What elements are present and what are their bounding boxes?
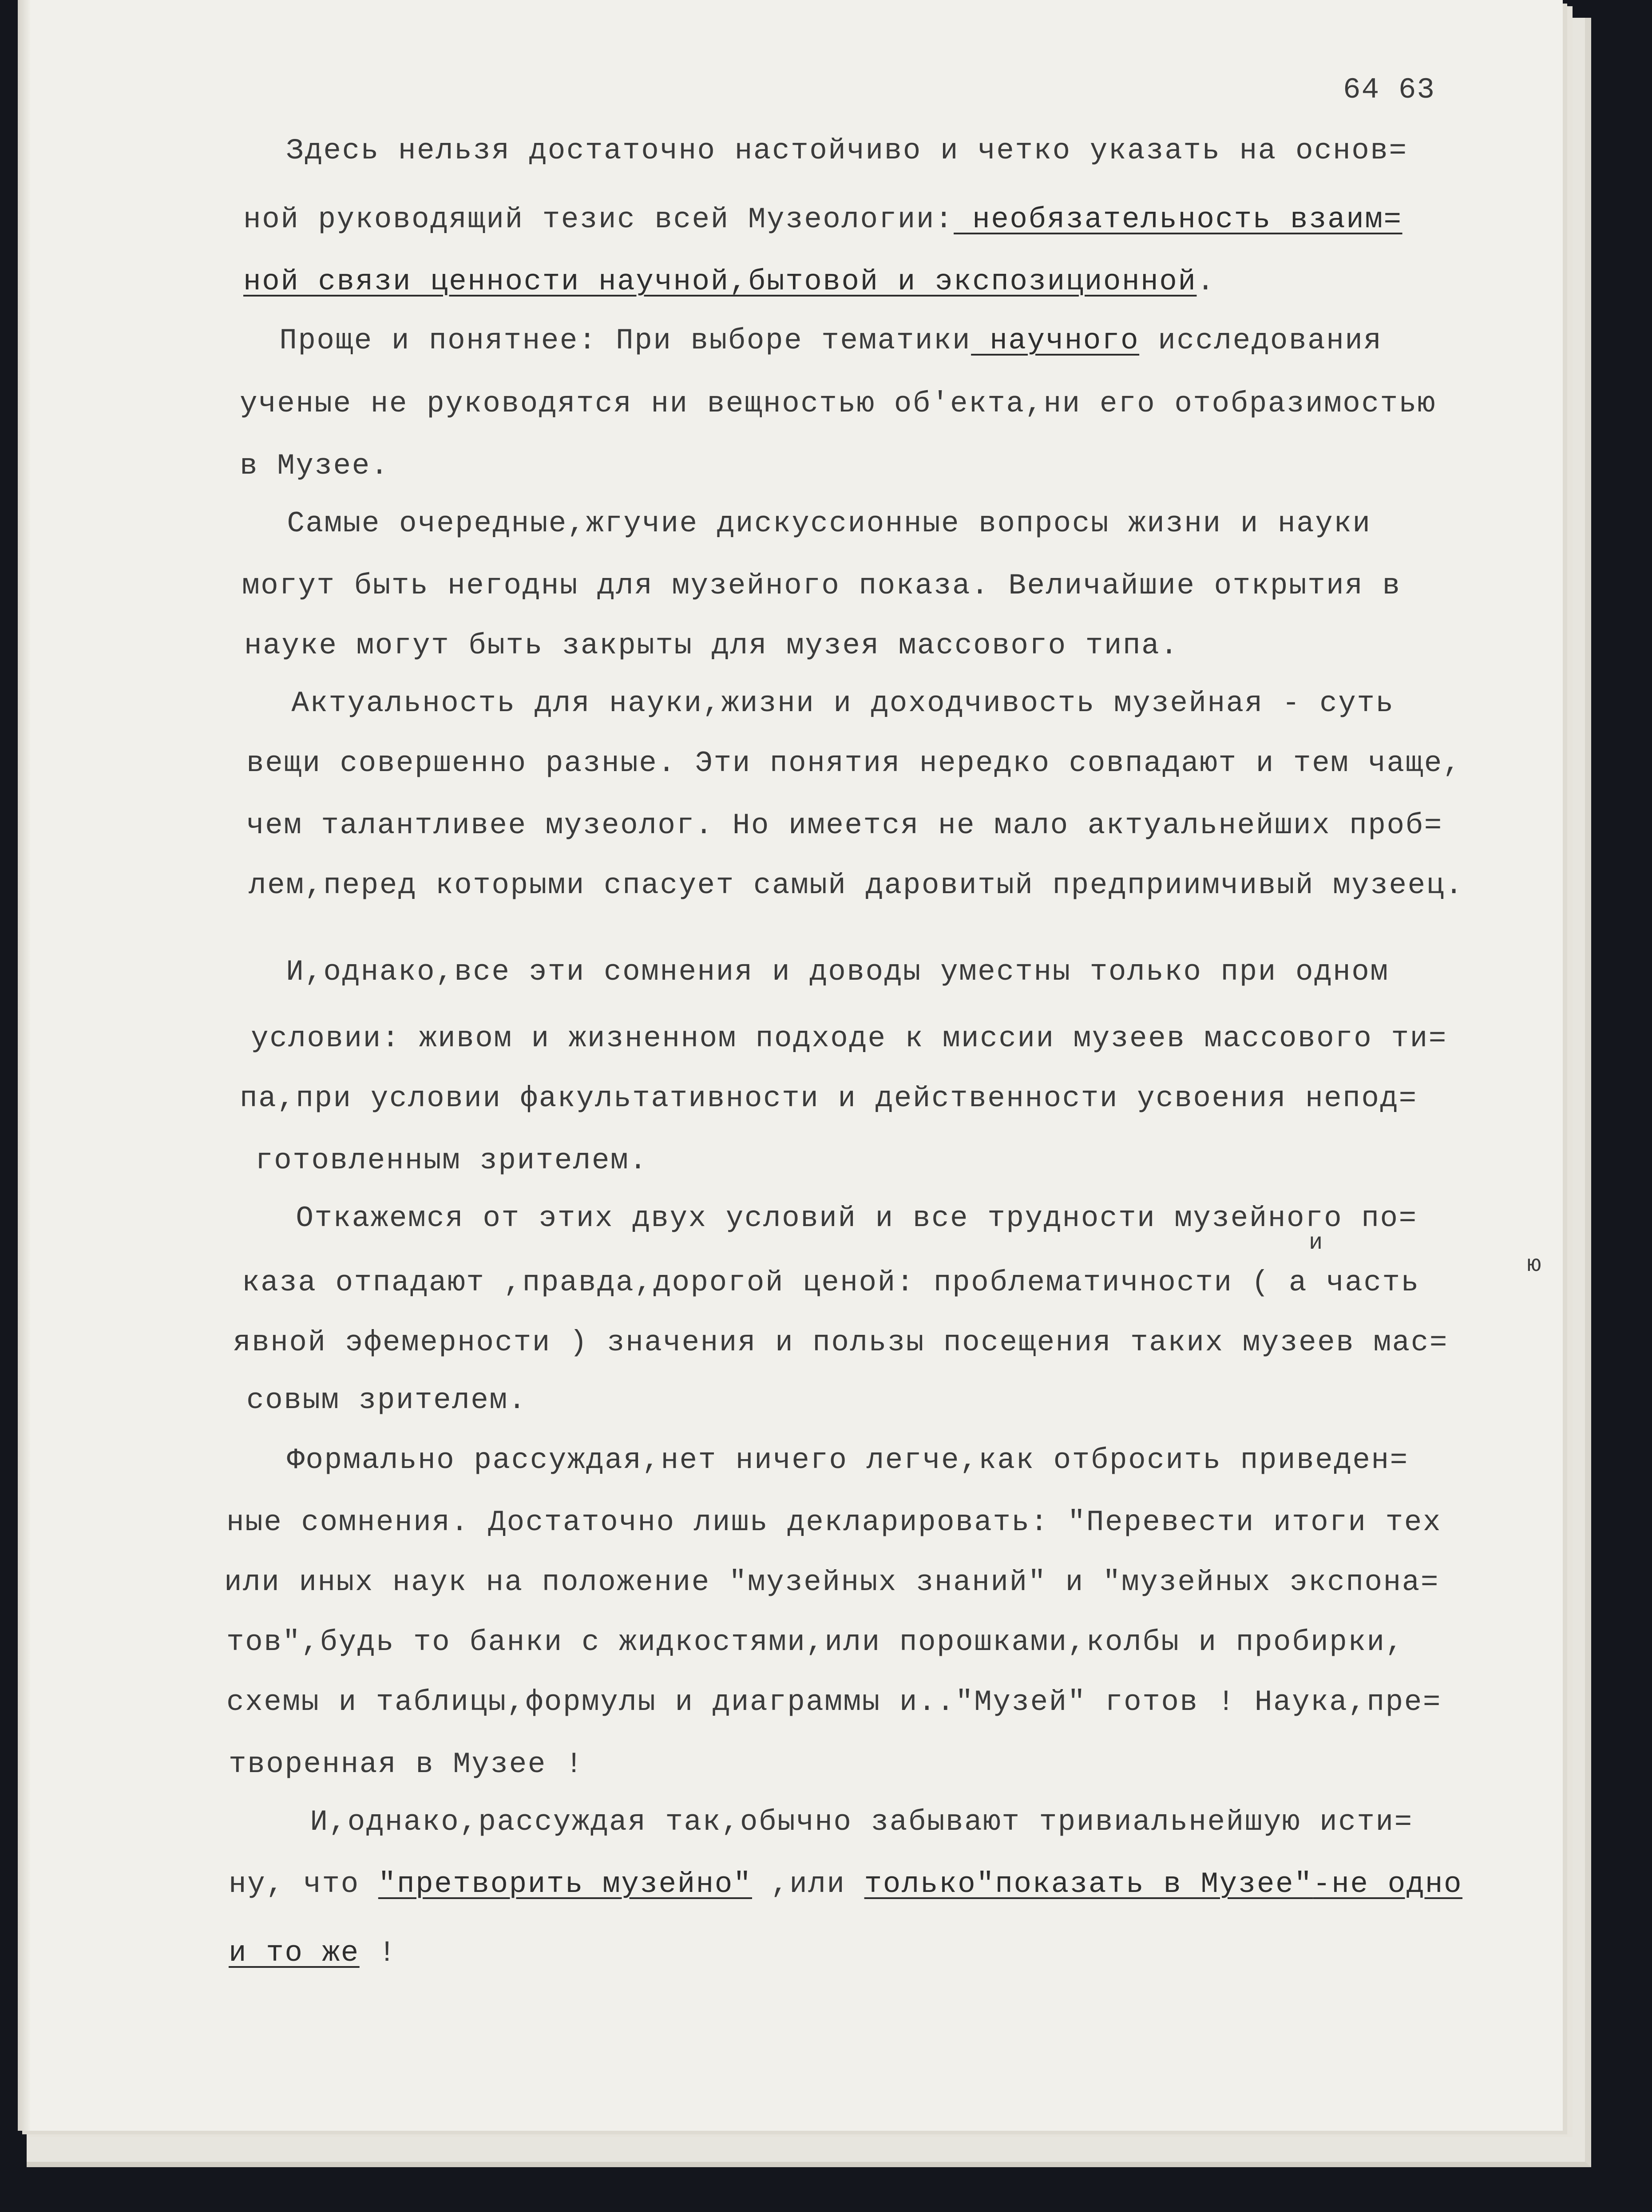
text-segment: Проще и понятнее: При выборе тематики — [242, 324, 971, 357]
text-line: И,однако,все эти сомнения и доводы уместны только при одном — [249, 955, 1389, 989]
text-segment: исследования — [1139, 324, 1383, 357]
text-line: ные сомнения. Достаточно лишь декларировать: "Перевести итоги тех — [226, 1506, 1442, 1539]
text-line: явной эфемерности ) значения и пользы посещения таких музеев мас= — [233, 1326, 1448, 1359]
text-line: Формально рассуждая,нет ничего легче,как отбросить приведен= — [231, 1444, 1409, 1477]
handwritten-correction: и — [1309, 1230, 1323, 1256]
text-line: вещи совершенно разные. Эти понятия нередко совпадают и тем чаще, — [246, 747, 1462, 780]
text-line: в Музее. — [240, 449, 389, 483]
text-line — [229, 1867, 1462, 1902]
text-line: могут быть негодны для музейного показа. Величайшие открытия в — [242, 569, 1401, 602]
underlined-phrase: научного — [971, 324, 1140, 357]
text-line — [243, 264, 1216, 300]
underlined-phrase: только"показать в Музее" — [864, 1868, 1313, 1901]
text-line: схемы и таблицы,формулы и диаграммы и.."Музей" готов ! Наука,пре= — [226, 1686, 1442, 1719]
text-segment: . — [1196, 265, 1216, 298]
text-line — [242, 323, 1383, 359]
text-line: науке могут быть закрыты для музея массового типа. — [244, 629, 1179, 662]
underlined-phrase: необязательность взаим= — [954, 203, 1402, 236]
text-line — [229, 1935, 397, 1971]
text-line: ученые не руководятся ни вещностью об'екта,ни его отобразимостью — [240, 387, 1436, 420]
underlined-phrase: и то же — [229, 1936, 360, 1970]
text-line: или иных наук на положение "музейных знаний" и "музейных экспона= — [224, 1566, 1439, 1599]
text-line: условии: живом и жизненном подходе к миссии музеев массового ти= — [251, 1022, 1447, 1055]
text-line: Самые очередные,жгучие дискуссионные вопросы жизни и науки — [231, 507, 1371, 540]
text-line: совым зрителем. — [246, 1384, 527, 1417]
page-number: 64 63 — [1343, 73, 1436, 107]
text-segment: ! — [359, 1936, 397, 1970]
text-segment: ,или — [752, 1868, 864, 1901]
text-line: готовленным зрителем. — [255, 1144, 648, 1177]
text-line: Актуальность для науки,жизни и доходчивость музейная - суть — [235, 687, 1394, 720]
underlined-phrase: ной связи ценности научной,бытовой и экспозиционной — [243, 265, 1197, 298]
text-line: лем,перед которыми спасует самый даровитый предприимчивый музеец. — [249, 869, 1464, 902]
text-line: чем талантливее музеолог. Но имеется не мало актуальнейших проб= — [246, 809, 1443, 842]
text-line: каза отпадают ,правда,дорогой ценой: проблематичности ( а часть — [242, 1266, 1420, 1299]
text-line: Откажемся от этих двух условий и все трудности музейного по= — [240, 1202, 1418, 1235]
text-segment: ной руководящий тезис всей Музеологии: — [243, 203, 954, 236]
text-line: Здесь нельзя достаточно настойчиво и четко указать на основ= — [249, 134, 1408, 167]
binding-edge — [18, 0, 30, 2131]
text-segment: ну, что — [229, 1868, 378, 1901]
text-line: творенная в Музее ! — [229, 1748, 584, 1781]
handwritten-correction: ю — [1527, 1252, 1541, 1278]
text-line — [243, 202, 1402, 237]
text-line: И,однако,рассуждая так,обычно забывают тривиальнейшую исти= — [235, 1805, 1413, 1839]
underlined-phrase: "претворить музейно" — [378, 1868, 752, 1901]
text-line: тов",будь то банки с жидкостями,или порошками,колбы и пробирки, — [226, 1626, 1404, 1659]
underlined-phrase: -не одно — [1313, 1868, 1463, 1901]
text-line: па,при условии факультативности и действенности усвоения непод= — [240, 1082, 1418, 1115]
